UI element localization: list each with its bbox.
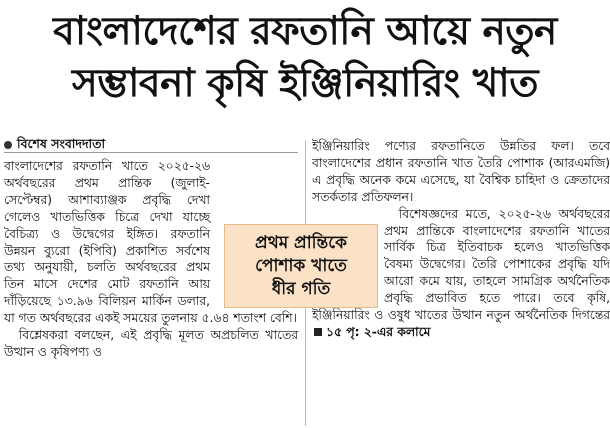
pull-quote-line-1: প্রথম প্রান্তিকে [255, 232, 347, 253]
byline-text: বিশেষ সংবাদদাতা [17, 136, 106, 151]
right-paragraph-2: বিশেষজ্ঞদের মতে, ২০২৫-২৬ অর্থবছরের প্রথম প্রান্তিকে বাংলাদেশের রফতানি খাতের সার্বিক চিত্র ইতিবাচক হলেও খাতভিত্তিক বৈষম্য উদ্বেগের। তৈরি পোশাকের প্রবৃদ্ধি যদি আরো কমে যায়, তাহলে সামগ্রিক অর্থনৈতিক প্রবৃদ্ধি প্রভাবিত হতে পারে। তবে কৃষি, ইঞ্জিনিয়ারিং ও ওষুধ খাতের উত্থান নতুন অর্থনৈতিক দিগন্তের ১৫ পৃ: ২-এর কলামে [312, 206, 610, 339]
byline [4, 136, 105, 156]
continued-on[interactable]: ১৫ পৃ: ২-এর কলামে [312, 325, 430, 339]
pull-quote [224, 224, 378, 308]
pull-quote-line-2: পোশাক খাতে [255, 255, 347, 276]
pull-quote-line-3: ধীর গতি [271, 278, 331, 299]
headline-line-1: বাংলাদেশের রফতানি আয়ে নতুন [53, 9, 557, 54]
headline-line-2: সম্ভাবনা কৃষি ইঞ্জিনিয়ারিং খাত [72, 61, 538, 106]
byline-divider [4, 152, 298, 153]
left-paragraph-2: বিশ্লেষকরা বলছেন, এই প্রবৃদ্ধি মূলত অপ্রচলিত খাতের উত্থান ও কৃষিপণ্য ও [4, 328, 298, 359]
left-paragraph-1: বাংলাদেশের রফতানি খাতে ২০২৫-২৬ অর্থবছরের প্রথম প্রান্তিক (জুলাই-সেপ্টেম্বর) আশাব্যাঞ্জক প্রবৃদ্ধি দেখা গেলেও খাতভিত্তিক চিত্রে দেখা যাচ্ছে বৈচিত্র্য ও উদ্বেগের ইঙ্গিত। রফতানি উন্নয়ন ব্যুরো (ইপিবি) প্রকাশিত সর্বশেষ তথ্য অনুযায়ী, চলতি অর্থবছরের প্রথম তিন মাসে দেশের মোট রফতানি আয় দাঁড়িয়েছে ১৩.৯৬ বিলিয়ন মার্কিন ডলার, যা গত অর্থবছরের একই সময়ের তুলনায় ৫.৬৪ শতাংশ বেশি। [4, 159, 297, 326]
square-bullet-icon [314, 328, 322, 336]
headline [0, 6, 610, 110]
right-paragraph-1: ইঞ্জিনিয়ারিং পণ্যের রফতানিতে উন্নতির ফল। তবে বাংলাদেশের প্রধান রফতানি খাত তৈরি পোশাক (আরএমজি) এ প্রবৃদ্ধি অনেক কমে এসেছে, যা বৈশ্বিক চাহিদা ও ক্রেতাদের সতর্কতার প্রতিফলন। [312, 139, 610, 204]
bullet-icon [4, 141, 12, 149]
